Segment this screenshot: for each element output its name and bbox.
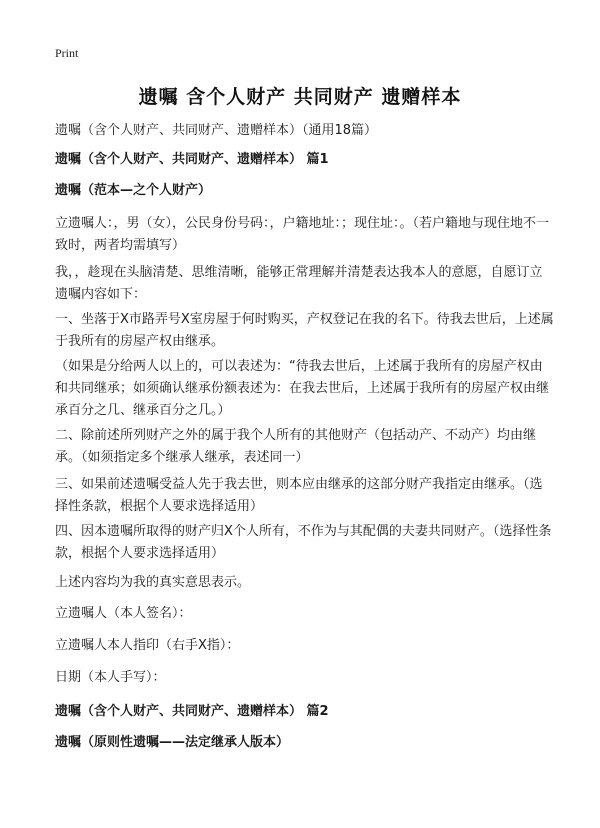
paragraph-testator-info: 立遗嘱人：，男（女），公民身份号码：，户籍地址：；现住址：。（若户籍地与现住地不一致时，两者均需填写） — [55, 216, 550, 253]
section-heading-1: 遗嘱（含个人财产、共同财产、遗赠样本） 篇1 — [55, 152, 329, 167]
fingerprint-line: 立遗嘱人本人指印（右手X指）： — [55, 638, 240, 653]
paragraph-clause-4: 四、因本遗嘱所取得的财产归X个人所有，不作为与其配偶的夫妻共同财产。（选择性条款，根据个人要求选择适用） — [55, 524, 552, 561]
paragraph-clause-2: 二、除前述所列财产之外的属于我个人所有的其他财产（包括动产、不动产）均由继承。（如须指定多个继承人继承，表述同一） — [55, 428, 537, 465]
paragraph-declaration: 我，，趁现在头脑清楚、思维清晰，能够正常理解并清楚表达我本人的意愿，自愿订立遗嘱内容如下： — [55, 265, 543, 302]
section-subheading-2: 遗嘱（原则性遗嘱——法定继承人版本） — [55, 735, 290, 750]
print-label: Print — [55, 46, 79, 60]
section-subheading-1: 遗嘱（范本—之个人财产） — [55, 183, 212, 198]
paragraph-clause-1-note: （如果是分给两人以上的，可以表述为：“待我去世后，上述属于我所有的房屋产权由和共同继承；如须确认继承份额表述为：在我去世后，上述属于我所有的房屋产权由继承百分之几、继承百分之几。） — [55, 359, 550, 418]
page-title: 遗嘱 含个人财产 共同财产 遗赠样本 — [138, 86, 462, 108]
signature-line: 立遗嘱人（本人签名）： — [55, 606, 192, 621]
date-line: 日期（本人手写）： — [55, 670, 166, 685]
section-heading-2: 遗嘱（含个人财产、共同财产、遗赠样本） 篇2 — [55, 704, 329, 719]
paragraph-clause-1: 一、坐落于X市路弄号X室房屋于何时购买，产权登记在我的名下。待我去世后，上述属于我所有的房屋产权由继承。 — [55, 312, 554, 349]
paragraph-clause-3: 三、如果前述遗嘱受益人先于我去世，则本应由继承的这部分财产我指定由继承。（选择性条款，根据个人要求选择适用） — [55, 477, 543, 514]
document-subtitle: 遗嘱（含个人财产、共同财产、遗赠样本）（通用18篇） — [55, 123, 378, 138]
paragraph-true-intent: 上述内容均为我的真实意思表示。 — [55, 575, 251, 590]
